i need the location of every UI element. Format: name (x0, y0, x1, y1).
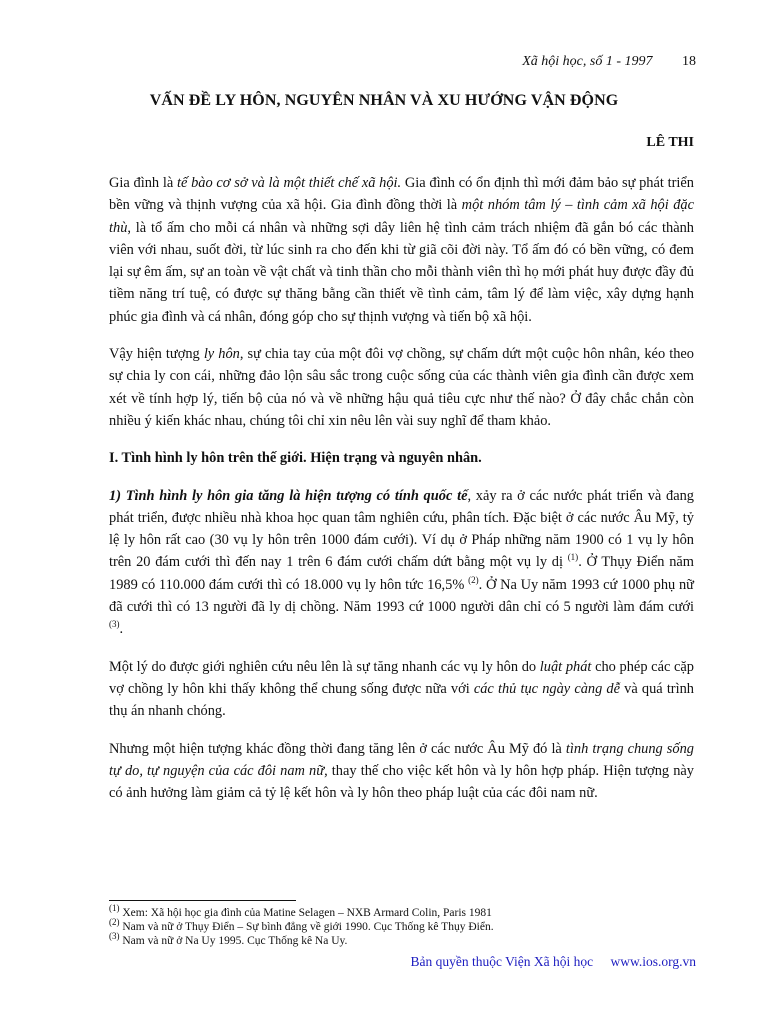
footnote-text: Nam và nữ ở Na Uy 1995. Cục Thống kê Na Uy. (119, 935, 348, 948)
text-run: . (119, 621, 124, 638)
paragraph-3 (109, 485, 694, 641)
article-title: VẤN ĐỀ LY HÔN, NGUYÊN NHÂN VÀ XU HƯỚNG VẬN ĐỘNG (149, 92, 619, 109)
journal-issue: Xã hội học, số 1 - 1997 (522, 54, 653, 69)
footnote-ref-1[interactable]: (1) (567, 552, 579, 563)
running-header (522, 54, 696, 70)
paragraph-2 (109, 343, 694, 432)
footnote-1 (109, 903, 694, 920)
paragraph-4 (109, 656, 694, 723)
emphasis: một nhóm tâm lý – tình cảm xã hội đặc thù (109, 197, 694, 236)
emphasis: tình trạng chung sống tự do, tự nguyện của các đôi nam nữ (109, 740, 694, 779)
footnote-divider (109, 900, 296, 901)
text-run: , là tổ ấm cho mỗi cá nhân và những sợi dây liên hệ tình cảm trách nhiệm đã gắn bó các thành viên với nhau, suốt đời, từ lúc sinh ra cho đến khi từ giã cõi đời này. Tổ ấm đó có bền vững, có đem lại sự êm ấm, sự an toàn về vật chất và tinh thần cho mỗi thành viên thì họ mới phát huy được đầy đủ tiềm năng trí tuệ, có được sự thăng bằng cần thiết về tình cảm, tâm lý để làm việc, xây dựng hạnh phúc gia đình và cá nhân, đóng góp cho sự thịnh vượng và tiến bộ xã hội. (109, 219, 694, 325)
footnote-mark: (1) (109, 903, 120, 914)
footnote-text: Xem: Xã hội học gia đình của Matine Selagen – NXB Armard Colin, Paris 1981 (119, 907, 492, 919)
emphasis: luật phát (539, 658, 592, 675)
emphasis: các thủ tục ngày càng dễ (473, 680, 621, 697)
footnote-3 (109, 931, 694, 948)
text-run: Gia đình là (109, 175, 177, 191)
footnote-mark: (2) (109, 917, 120, 928)
footnote-2 (109, 917, 694, 934)
text-run: , sự chia tay của một đôi vợ chồng, sự chấm dứt một cuộc hôn nhân, kéo theo sự chia ly con cái, những đảo lộn sâu sắc trong cuộc sống của các thành viên gia đình cần được xem xét về tính hợp lý, tiến bộ của nó và về những hậu quả tiêu cực như thế nào? Ở đây chắc chắn còn nhiều ý kiến khác nhau, chúng tôi chỉ xin nêu lên vài suy nghĩ để tham khảo. (109, 346, 695, 429)
text-run: , thay thế cho việc kết hôn và ly hôn hợp pháp. Hiện tượng này có ảnh hưởng làm giảm cả tỷ lệ kết hôn và ly hôn theo pháp luật của các đôi nam nữ. (109, 762, 694, 802)
text-run: Gia đình có ổn định thì mới đảm bảo sự phát triển bền vững và thịnh vượng của xã hội. Gia đình đồng thời là (109, 175, 694, 214)
text-run: . Ở Thụy Điển năm 1989 có 110.000 đám cưới thì có 18.000 vụ ly hôn tức 16,5% (109, 554, 694, 593)
emphasis: ly hôn (203, 346, 240, 363)
paragraph-1 (109, 172, 694, 328)
copyright-text: Bản quyền thuộc Viện Xã hội học (410, 954, 594, 969)
section-heading: I. Tình hình ly hôn trên thế giới. Hiện trạng và nguyên nhân. (109, 450, 482, 467)
author-name: LÊ THI (646, 135, 694, 150)
footnote-ref-3[interactable]: (3) (109, 619, 120, 630)
copyright-line (410, 954, 696, 970)
footnote-mark: (3) (109, 931, 120, 942)
article-body (109, 172, 694, 819)
website-link[interactable]: www.ios.org.vn (610, 954, 696, 969)
footnote-ref-2[interactable]: (2) (468, 574, 479, 585)
footnote-text: Nam và nữ ở Thụy Điển – Sự bình đẳng về giới 1990. Cục Thống kê Thụy Điển. (119, 921, 494, 934)
page-number: 18 (682, 54, 696, 69)
paragraph-5 (109, 738, 694, 805)
text-run: . Ở Na Uy năm 1993 cứ 1000 phụ nữ đã cưới thì có 13 người đã ly dị chồng. Năm 1993 cứ 1000 người dân chỉ có 5 người làm đám cưới (109, 576, 694, 616)
text-run: cho phép các cặp vợ chồng ly hôn khi thấy không thể chung sống được nữa với (109, 658, 694, 697)
emphasis: tế bào cơ sở và là một thiết chế xã hội. (176, 175, 402, 191)
text-run: và quá trình thụ án nhanh chóng. (109, 680, 694, 720)
subsection-lead: 1) Tình hình ly hôn gia tăng là hiện tượng có tính quốc tế (109, 487, 468, 504)
text-run: Một lý do được giới nghiên cứu nêu lên là sự tăng nhanh các vụ ly hôn do (109, 658, 540, 675)
text-run: , xảy ra ở các nước phát triển và đang phát triển, được nhiều nhà khoa học quan tâm nghiên cứu, phân tích. Đặc biệt ở các nước Âu Mỹ, tỷ lệ ly hôn rất cao (30 vụ ly hôn trên 1000 đám cưới). Ví dụ ở Pháp những năm 1900 có 1 vụ ly hôn trên 20 đám cưới thì đến nay 1 trên 6 đám cưới chấm dứt bằng một vụ ly dị (109, 487, 694, 571)
footnotes (109, 903, 694, 949)
text-run: Nhưng một hiện tượng khác đồng thời đang tăng lên ở các nước Âu Mỹ đó là (109, 740, 566, 757)
text-run: Vậy hiện tượng (109, 346, 204, 363)
